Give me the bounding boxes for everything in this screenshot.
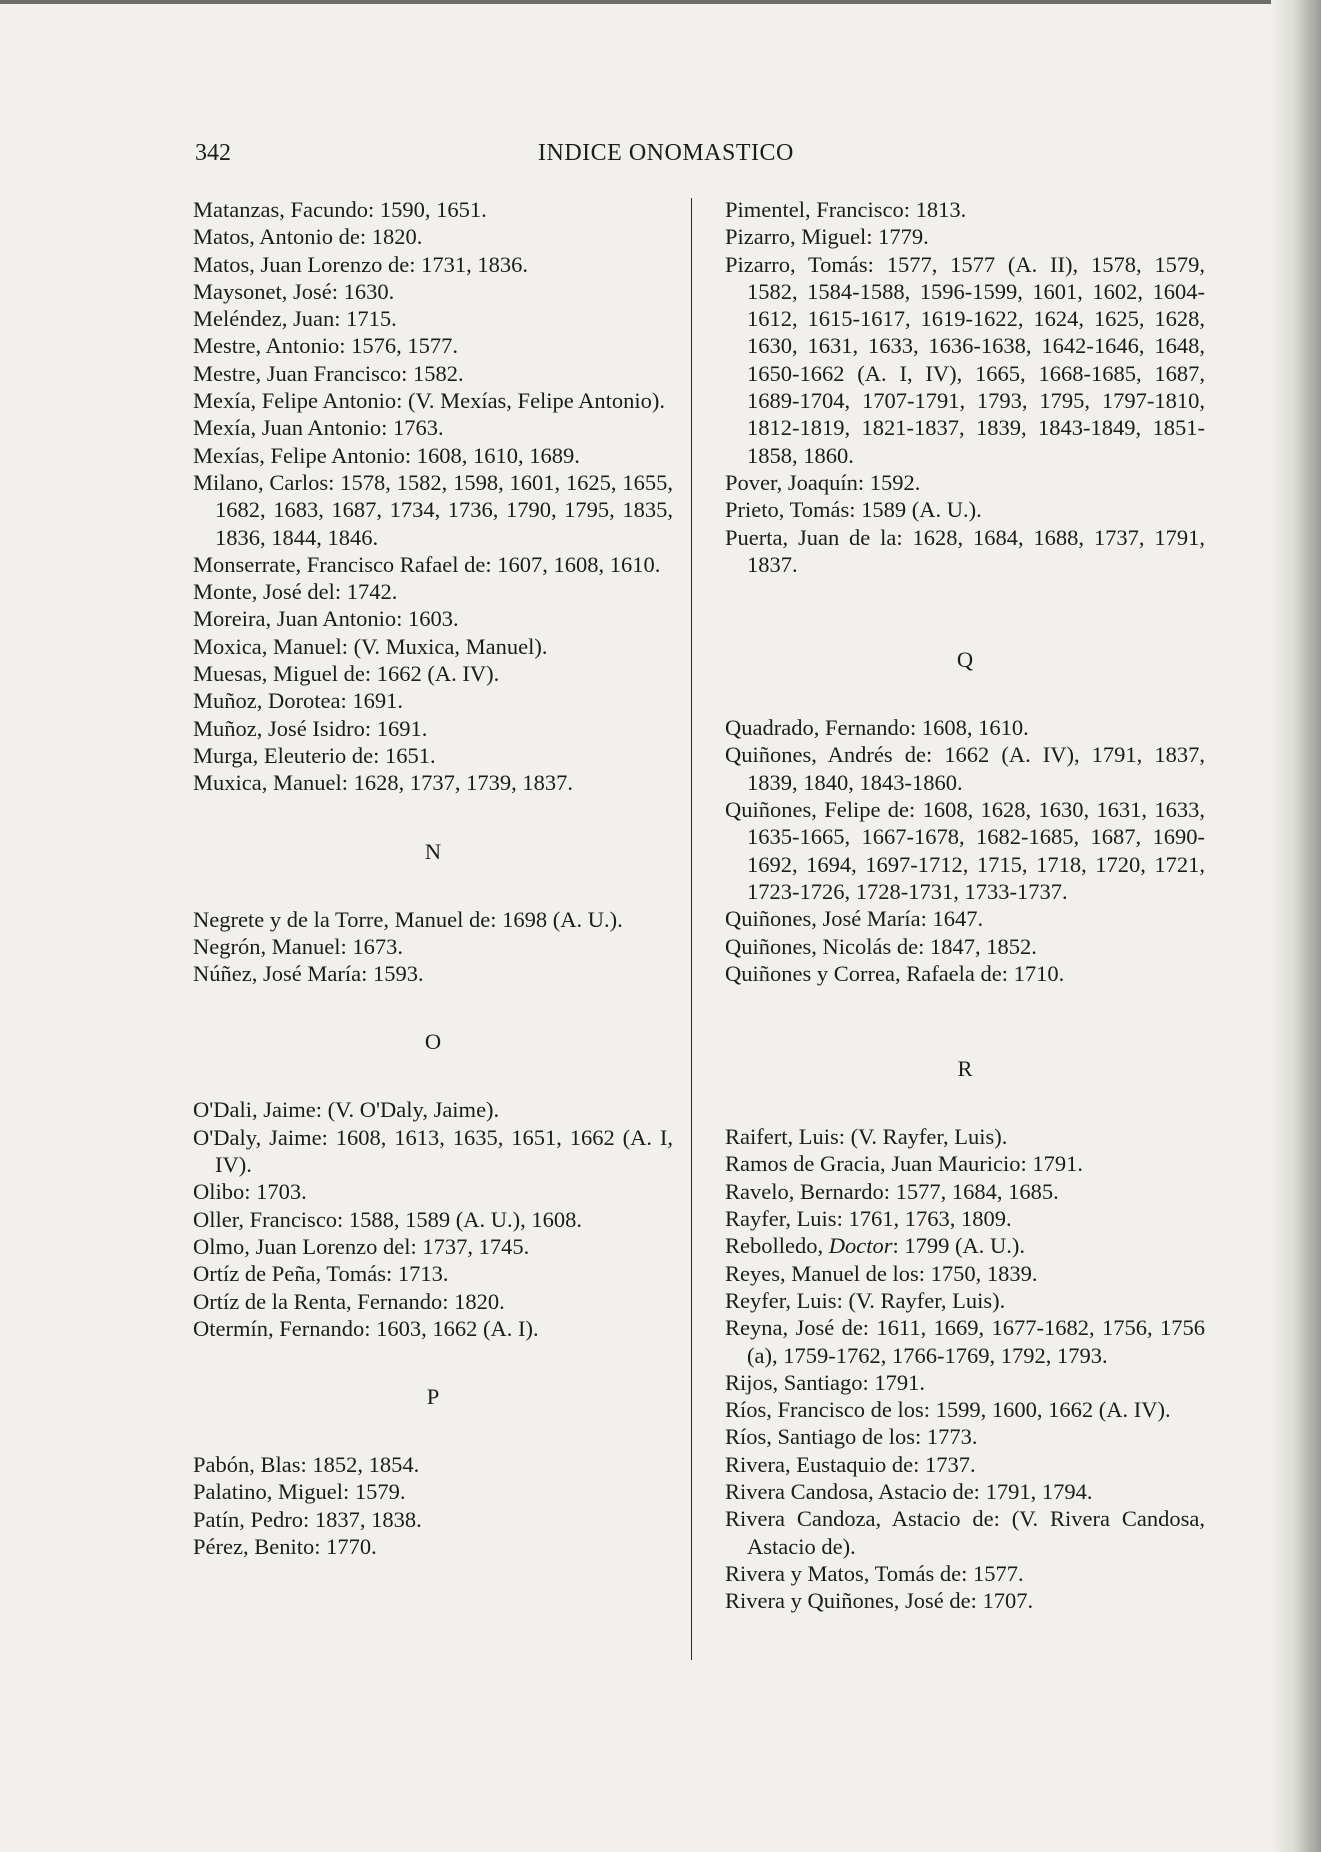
- page-header: [0, 140, 1321, 174]
- index-entry: Ramos de Gracia, Juan Mauricio: 1791.: [725, 1151, 1084, 1177]
- index-entry: Quiñones, Nicolás de: 1847, 1852.: [725, 933, 1037, 959]
- index-entry-rebolledo: [725, 1232, 1205, 1259]
- index-entry: O'Daly, Jaime: 1608, 1613, 1635, 1651, 1662 (A. I, IV).: [193, 1124, 673, 1178]
- index-entry: Ríos, Francisco de los: 1599, 1600, 1662 (A. IV).: [725, 1397, 1171, 1423]
- index-entry: Quiñones, José María: 1647.: [725, 906, 984, 932]
- index-entry: Muxica, Manuel: 1628, 1737, 1739, 1837.: [193, 770, 573, 796]
- index-entry: Mexía, Juan Antonio: 1763.: [193, 415, 444, 441]
- index-entry: Puerta, Juan de la: 1628, 1684, 1688, 1737, 1791, 1837.: [725, 524, 1205, 577]
- index-entry: Rivera y Quiñones, José de: 1707.: [725, 1588, 1034, 1614]
- right-column: [725, 196, 1205, 1614]
- index-entry: Moxica, Manuel: (V. Muxica, Manuel).: [193, 633, 548, 659]
- index-entry: Rivera y Matos, Tomás de: 1577.: [725, 1560, 1024, 1586]
- index-entry: Moreira, Juan Antonio: 1603.: [193, 606, 459, 632]
- index-entry: Reyna, José de: 1611, 1669, 1677-1682, 1756, 1756 (a), 1759-1762, 1766-1769, 1792, 1793.: [725, 1315, 1205, 1368]
- index-entry: Negrón, Manuel: 1673.: [193, 933, 403, 959]
- index-entry: Rayfer, Luis: 1761, 1763, 1809.: [725, 1206, 1012, 1232]
- index-entry: Oller, Francisco: 1588, 1589 (A. U.), 1608.: [193, 1206, 583, 1232]
- index-entry: Reyes, Manuel de los: 1750, 1839.: [725, 1260, 1038, 1286]
- index-entry: Núñez, José María: 1593.: [193, 961, 424, 987]
- index-entry: Olibo: 1703.: [193, 1179, 307, 1205]
- index-entry: Rivera Candoza, Astacio de: (V. Rivera Candosa, Astacio de).: [725, 1506, 1205, 1559]
- index-entry: Meléndez, Juan: 1715.: [193, 306, 397, 332]
- index-entry: O'Dali, Jaime: (V. O'Daly, Jaime).: [193, 1097, 500, 1123]
- index-entry: Quadrado, Fernando: 1608, 1610.: [725, 715, 1029, 741]
- index-entry: Monserrate, Francisco Rafael de: 1607, 1608, 1610.: [193, 551, 661, 577]
- index-entry: Milano, Carlos: 1578, 1582, 1598, 1601, 1625, 1655, 1682, 1683, 1687, 1734, 1736, 1790, 1795, 1835, 1836, 1844, 1846.: [193, 469, 673, 550]
- index-entry: Matanzas, Facundo: 1590, 1651.: [193, 197, 487, 222]
- index-entry: Rivera, Eustaquio de: 1737.: [725, 1451, 976, 1477]
- index-entry: Maysonet, José: 1630.: [193, 278, 395, 304]
- index-entry: Pizarro, Miguel: 1779.: [725, 224, 929, 250]
- index-entry: Mexías, Felipe Antonio: 1608, 1610, 1689.: [193, 442, 580, 468]
- index-entry: Muñoz, José Isidro: 1691.: [193, 715, 428, 741]
- index-entry: Quiñones y Correa, Rafaela de: 1710.: [725, 960, 1065, 986]
- entry-pages: : 1799 (A. U.).: [892, 1233, 1025, 1259]
- index-entry: Mestre, Juan Francisco: 1582.: [193, 360, 464, 386]
- index-entry: Mestre, Antonio: 1576, 1577.: [193, 333, 458, 359]
- top-edge: [0, 0, 1321, 4]
- index-entry: Pabón, Blas: 1852, 1854.: [193, 1452, 420, 1478]
- index-entry: Ravelo, Bernardo: 1577, 1684, 1685.: [725, 1178, 1059, 1204]
- index-entry: Pover, Joaquín: 1592.: [725, 469, 921, 495]
- index-entry: Prieto, Tomás: 1589 (A. U.).: [725, 497, 982, 523]
- index-entry: Ríos, Santiago de los: 1773.: [725, 1424, 978, 1450]
- index-entry: Monte, José del: 1742.: [193, 579, 398, 605]
- index-entry: Rivera Candosa, Astacio de: 1791, 1794.: [725, 1478, 1093, 1504]
- index-entry: Raifert, Luis: (V. Rayfer, Luis).: [725, 1124, 1008, 1150]
- index-entry: Patín, Pedro: 1837, 1838.: [193, 1506, 422, 1532]
- index-entry: Pizarro, Tomás: 1577, 1577 (A. II), 1578, 1579, 1582, 1584-1588, 1596-1599, 1601, 1602, 1604-1612, 1615-1617, 1619-1622, 1624, 1625, 1628, 1630, 1631, 1633, 1636-1638, 1642-1646, 1648, 1650-1662 (A. I, IV), 1665, 1668-1685, 1687, 1689-1704, 1707-1791, 1793, 1795, 1797-1810, 1812-1819, 1821-1837, 1839, 1843-1849, 1851-1858, 1860.: [725, 251, 1205, 468]
- running-title: INDICE ONOMASTICO: [538, 140, 794, 166]
- index-entry: Pérez, Benito: 1770.: [193, 1533, 377, 1559]
- index-entry: Otermín, Fernando: 1603, 1662 (A. I).: [193, 1315, 539, 1341]
- index-entry: Rijos, Santiago: 1791.: [725, 1369, 926, 1395]
- section-letter-r: R: [957, 1056, 973, 1082]
- index-entry: Ortíz de la Renta, Fernando: 1820.: [193, 1288, 505, 1314]
- index-entry: Murga, Eleuterio de: 1651.: [193, 742, 436, 768]
- index-entry: Matos, Antonio de: 1820.: [193, 224, 423, 250]
- entry-name: Rebolledo,: [725, 1233, 829, 1259]
- index-entry: Ortíz de Peña, Tomás: 1713.: [193, 1261, 449, 1287]
- index-entry: Quiñones, Felipe de: 1608, 1628, 1630, 1631, 1633, 1635-1665, 1667-1678, 1682-1685, 1687, 1690-1692, 1694, 1697-1712, 1715, 1718, 1720, 1721, 1723-1726, 1728-1731, 1733-1737.: [725, 797, 1205, 904]
- index-entry: Palatino, Miguel: 1579.: [193, 1479, 406, 1505]
- section-letter-n: N: [424, 838, 442, 864]
- section-letter-o: O: [424, 1029, 442, 1055]
- index-entry: Matos, Juan Lorenzo de: 1731, 1836.: [193, 251, 528, 277]
- index-entry: Muñoz, Dorotea: 1691.: [193, 688, 403, 714]
- page-number: 342: [195, 140, 231, 166]
- entry-title-italic: Doctor: [828, 1233, 893, 1259]
- index-entry: Reyfer, Luis: (V. Rayfer, Luis).: [725, 1287, 1006, 1313]
- column-divider: [691, 198, 692, 1660]
- section-letter-q: Q: [956, 647, 974, 673]
- index-entry: Mexía, Felipe Antonio: (V. Mexías, Felipe Antonio).: [193, 388, 666, 414]
- left-column: [193, 196, 673, 1560]
- index-entry: Negrete y de la Torre, Manuel de: 1698 (A. U.).: [193, 906, 623, 932]
- index-entry: Olmo, Juan Lorenzo del: 1737, 1745.: [193, 1233, 530, 1259]
- index-entry: Quiñones, Andrés de: 1662 (A. IV), 1791, 1837, 1839, 1840, 1843-1860.: [725, 742, 1205, 795]
- index-entry: Pimentel, Francisco: 1813.: [725, 197, 967, 222]
- section-letter-p: P: [426, 1384, 440, 1410]
- index-entry: Muesas, Miguel de: 1662 (A. IV).: [193, 661, 500, 687]
- page-spine-shadow: [1271, 0, 1321, 1852]
